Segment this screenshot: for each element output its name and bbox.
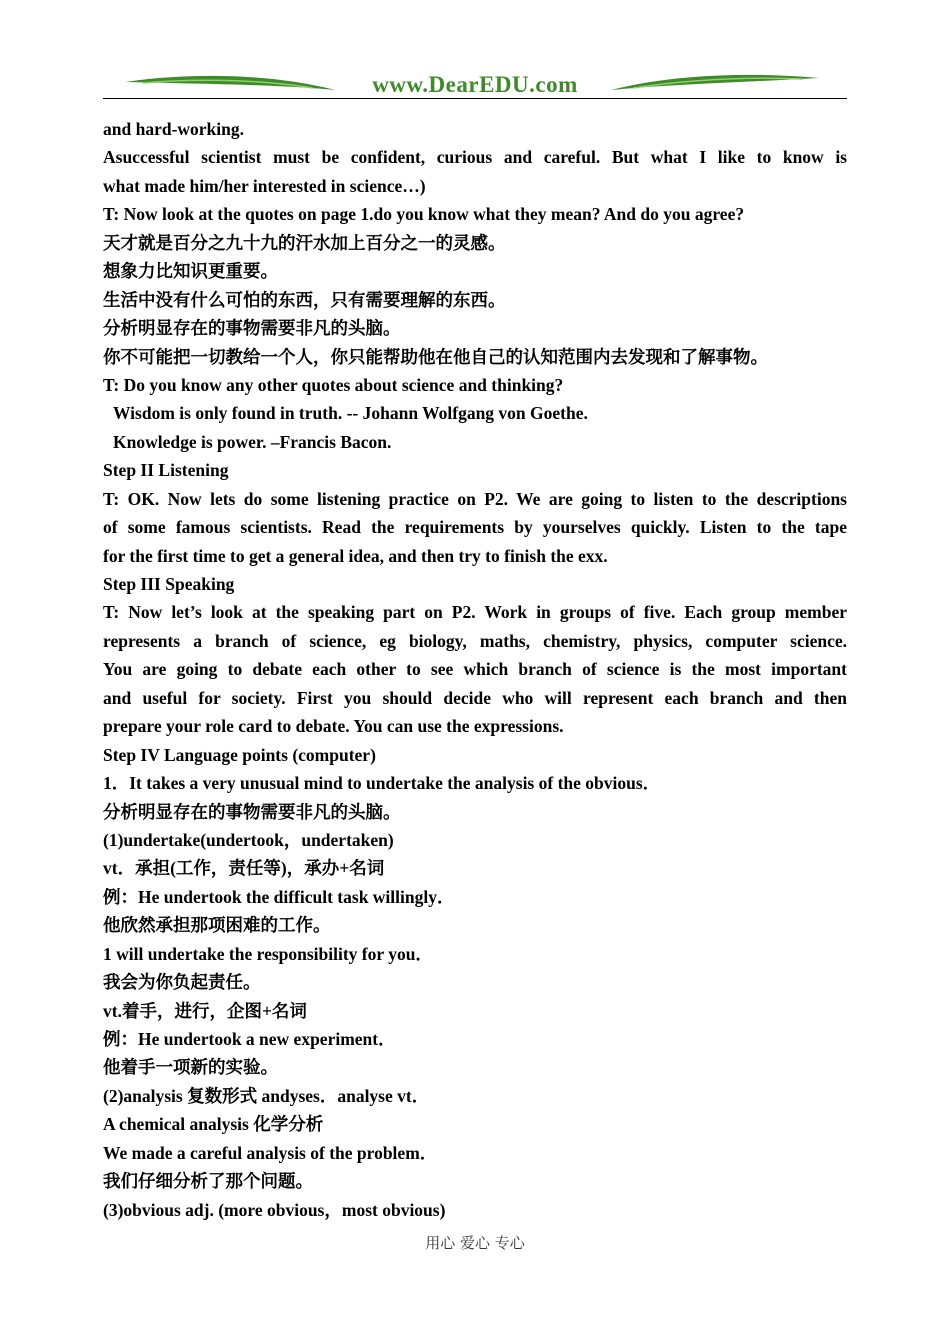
text-line: and useful for society. First you should decide who will represent each branch and then (103, 687, 847, 708)
text-line: 分析明显存在的事物需要非凡的头脑。 (103, 318, 401, 339)
page-footer: 用心 爱心 专心 (425, 1234, 525, 1252)
text-line: T: Now look at the quotes on page 1.do you know what they mean? And do you agree? (103, 204, 745, 225)
text-line: 我会为你负起责任。 (103, 972, 261, 993)
text-line: and hard-working. (103, 119, 245, 139)
section-heading: Step II Listening (103, 460, 229, 481)
text-line: T: Do you know any other quotes about science and thinking? (103, 374, 564, 395)
text-line: (1)undertake(undertook，undertaken) (103, 829, 394, 850)
document-body (103, 115, 847, 1224)
section-heading: Step IV Language points (computer) (103, 744, 376, 765)
text-line: We made a careful analysis of the problem． (103, 1142, 438, 1163)
text-line: what made him/her interested in science…) (103, 175, 426, 196)
text-line: 1 will undertake the responsibility for you． (103, 943, 433, 964)
text-line: represents a branch of science, eg biology, maths, chemistry, physics, computer science. (103, 630, 847, 651)
text-line: You are going to debate each other to see which branch of science is the most important (103, 659, 847, 680)
text-line: 我们仔细分析了那个问题。 (103, 1171, 313, 1192)
text-line: 例：He undertook a new experiment． (103, 1029, 396, 1049)
text-line: T: Now let’s look at the speaking part on P2. Work in groups of five. Each group member (103, 602, 847, 623)
text-line: 1．It takes a very unusual mind to undertake the analysis of the obvious． (103, 773, 661, 794)
text-line: Asuccessful scientist must be confident, curious and careful. But what I like to know is (103, 147, 847, 168)
text-line: 你不可能把一切教给一个人，你只能帮助他在他自己的认知范围内去发现和了解事物。 (103, 346, 768, 367)
quote-line: Knowledge is power. –Francis Bacon. (113, 431, 392, 452)
text-line: 他着手一项新的实验。 (103, 1057, 278, 1078)
text-line: (2)analysis 复数形式 andyses．analyse vt． (103, 1085, 430, 1106)
quote-line: Wisdom is only found in truth. -- Johann Wolfgang von Goethe. (113, 403, 588, 424)
text-line: 他欣然承担那项困难的工作。 (103, 915, 331, 936)
text-line: T: OK. Now lets do some listening practice on P2. We are going to listen to the descriptions (103, 488, 847, 509)
text-line: for the first time to get a general idea, and then try to finish the exx. (103, 545, 608, 566)
text-line: 天才就是百分之九十九的汗水加上百分之一的灵感。 (103, 232, 506, 253)
text-line: vt.着手，进行，企图+名词 (103, 1000, 307, 1021)
text-line: 想象力比知识更重要。 (103, 261, 278, 282)
section-heading: Step III Speaking (103, 574, 235, 594)
text-line: of some famous scientists. Read the requirements by yourselves quickly. Listen to the tape (103, 517, 847, 538)
text-line: 生活中没有什么可怕的东西，只有需要理解的东西。 (103, 289, 506, 310)
text-line: 分析明显存在的事物需要非凡的头脑。 (103, 801, 401, 822)
text-line: (3)obvious adj. (more obvious，most obvious) (103, 1199, 446, 1220)
text-line: A chemical analysis 化学分析 (103, 1114, 324, 1135)
page-header (103, 68, 847, 102)
header-rule (103, 98, 847, 99)
text-line: 例：He undertook the difficult task willingly． (103, 886, 455, 907)
text-line: prepare your role card to debate. You can use the expressions. (103, 716, 564, 737)
site-name: www.DearEDU.com (372, 72, 578, 97)
text-line: vt．承担(工作，责任等)，承办+名词 (103, 858, 385, 879)
